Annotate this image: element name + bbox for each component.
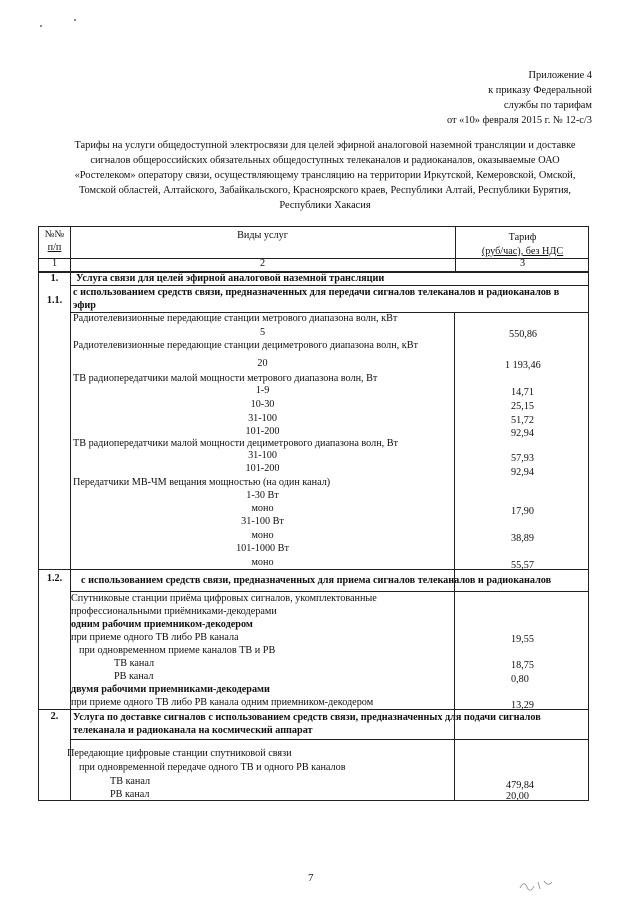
tariff-value: 18,75 bbox=[511, 660, 534, 671]
channel-label: РВ канал bbox=[114, 671, 154, 682]
mode-value: моно bbox=[251, 557, 274, 568]
range-value: 31-100 bbox=[248, 413, 277, 424]
tariff-value: 92,94 bbox=[511, 428, 534, 439]
section-number: 2. bbox=[50, 711, 59, 722]
service-label: при приеме одного ТВ либо РВ канала одним приемником-декодером bbox=[71, 697, 374, 708]
range-value: 1-9 bbox=[255, 385, 270, 396]
service-label: профессиональными приёмниками-декодерами bbox=[71, 606, 277, 617]
header-tariff: (руб/час), без НДС bbox=[481, 246, 564, 257]
service-label: ТВ радиопередатчики малой мощности дециметрового диапазона волн, Вт bbox=[73, 438, 398, 449]
section-title: Услуга по доставке сигналов с использованием средств связи, предназначенных для подачи сигналов bbox=[73, 712, 541, 723]
title-line: Тарифы на услуги общедоступной электросвязи для целей эфирной аналоговой наземной трансляции и доставке bbox=[74, 140, 576, 151]
tariff-value: 19,55 bbox=[511, 634, 534, 645]
appendix-block bbox=[362, 68, 592, 128]
tariff-table bbox=[38, 226, 589, 801]
tariff-value: 51,72 bbox=[511, 415, 534, 426]
tariff-value: 14,71 bbox=[511, 387, 534, 398]
scan-speck bbox=[40, 25, 42, 27]
title-line: «Ростелеком» оператору связи, осуществляющему трансляцию на территории Иркутской, Кемеровской, Омской, bbox=[74, 170, 576, 181]
power-value: 20 bbox=[257, 358, 268, 369]
service-label: Радиотелевизионные передающие станции метрового диапазона волн, кВт bbox=[73, 313, 398, 324]
service-label: ТВ радиопередатчики малой мощности метрового диапазона волн, Вт bbox=[73, 373, 378, 384]
ink-scribble-mark bbox=[518, 878, 556, 892]
appendix-line: Приложение 4 bbox=[528, 70, 592, 81]
document-title bbox=[60, 138, 590, 213]
tariff-value: 17,90 bbox=[511, 506, 534, 517]
row-divider bbox=[70, 285, 588, 286]
range-value: 1-30 Вт bbox=[246, 490, 279, 501]
header-col-index: 2 bbox=[259, 258, 266, 269]
channel-label: ТВ канал bbox=[110, 776, 151, 787]
header-col-index: 1 bbox=[51, 258, 58, 269]
range-value: 101-1000 Вт bbox=[236, 543, 289, 554]
range-value: 31-100 bbox=[248, 450, 277, 461]
section-number: 1. bbox=[50, 273, 59, 284]
appendix-date: от «10» февраля 2015 г. № 12-с/3 bbox=[446, 115, 592, 126]
tariff-value: 13,29 bbox=[511, 700, 534, 711]
service-label: Спутниковые станции приёма цифровых сигналов, укомплектованные bbox=[71, 593, 377, 604]
section-title: с использованием средств связи, предназначенных для передачи сигналов телеканалов и радиоканалов в bbox=[73, 287, 560, 298]
tariff-value: 479,84 bbox=[506, 780, 535, 791]
header-tariff: Тариф bbox=[508, 232, 537, 243]
row-divider bbox=[70, 591, 588, 592]
channel-label: РВ канал bbox=[110, 789, 150, 800]
title-line: Томской областей, Алтайского, Забайкальского, Красноярского краев, Республики Алтай, Республики Бурятия, bbox=[78, 185, 572, 196]
tariff-value: 25,15 bbox=[511, 401, 534, 412]
header-num: №№ bbox=[44, 229, 65, 240]
range-value: 31-100 Вт bbox=[241, 516, 284, 527]
tariff-value: 0,80 bbox=[511, 674, 529, 685]
row-divider bbox=[39, 709, 588, 710]
service-label: при приеме одного ТВ либо РВ канала bbox=[71, 632, 239, 643]
tariff-value: 1 193,46 bbox=[505, 360, 541, 371]
service-label: при одновременной передаче одного ТВ и одного РВ каналов bbox=[79, 762, 346, 773]
title-line: Республики Хакасия bbox=[279, 200, 371, 211]
range-value: 101-200 bbox=[245, 463, 280, 474]
mode-value: моно bbox=[251, 503, 274, 514]
tariff-value: 20,00 bbox=[506, 791, 529, 802]
mode-value: моно bbox=[251, 530, 274, 541]
header-services: Виды услуг bbox=[237, 230, 288, 241]
page-number: 7 bbox=[308, 872, 314, 884]
header-col-index: 3 bbox=[519, 258, 526, 269]
range-value: 101-200 bbox=[245, 426, 280, 437]
row-divider bbox=[39, 569, 588, 570]
header-num: п/п bbox=[47, 242, 62, 253]
range-value: 10-30 bbox=[250, 399, 275, 410]
title-line: сигналов общероссийских обязательных общедоступных телеканалов и радиоканалов, оказываемые ОАО bbox=[90, 155, 560, 166]
tariff-value: 92,94 bbox=[511, 467, 534, 478]
appendix-line: к приказу Федеральной bbox=[488, 85, 592, 96]
service-label: Передатчики МВ-ЧМ вещания мощностью (на один канал) bbox=[73, 477, 331, 488]
channel-label: ТВ канал bbox=[114, 658, 155, 669]
tariff-value: 57,93 bbox=[511, 453, 534, 464]
appendix-line: службы по тарифам bbox=[503, 100, 592, 111]
service-label: одним рабочим приемником-декодером bbox=[71, 619, 253, 630]
row-divider bbox=[70, 739, 588, 740]
service-label: при одновременном приеме каналов ТВ и РВ bbox=[79, 645, 276, 656]
power-value: 5 bbox=[259, 327, 266, 338]
service-label: Передающие цифровые станции спутниковой связи bbox=[67, 748, 292, 759]
section-title: с использованием средств связи, предназначенных для приема сигналов телеканалов и радиоканалов bbox=[81, 575, 552, 586]
tariff-value: 55,57 bbox=[511, 560, 534, 571]
section-title: Услуга связи для целей эфирной аналоговой наземной трансляции bbox=[76, 273, 385, 284]
service-label: двумя рабочими приемниками-декодерами bbox=[71, 684, 270, 695]
section-number: 1.2. bbox=[46, 573, 63, 584]
tariff-value: 38,89 bbox=[511, 533, 534, 544]
service-label: Радиотелевизионные передающие станции дециметрового диапазона волн, кВт bbox=[73, 340, 418, 351]
section-number: 1.1. bbox=[46, 295, 63, 306]
section-title: телеканала и радиоканала на космический аппарат bbox=[73, 725, 313, 736]
section-title: эфир bbox=[73, 300, 96, 311]
scan-speck bbox=[74, 19, 76, 21]
tariff-value: 550,86 bbox=[509, 329, 538, 340]
